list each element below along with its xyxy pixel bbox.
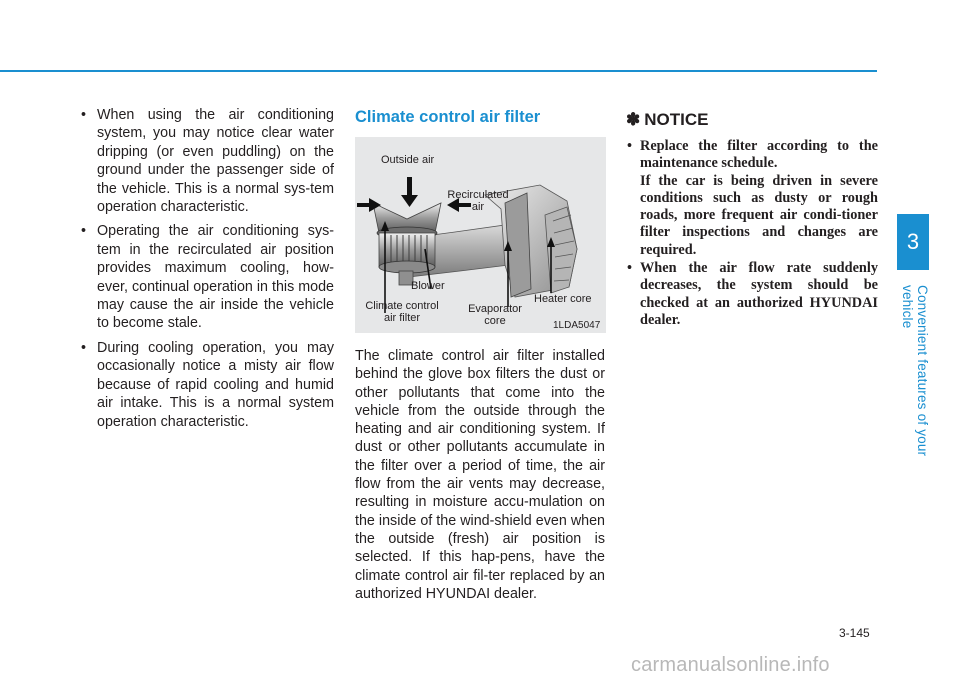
- notice-title: NOTICE: [644, 110, 709, 129]
- label-filter-line1: Climate control: [365, 300, 439, 312]
- notice-item-text: If the car is being driven in severe conditions such as dusty or rough roads, more frequent air condi-tioner filter inspections and changes are required.: [640, 172, 878, 258]
- label-recirculated-line1: Recirculated: [447, 189, 509, 201]
- column-middle: [355, 108, 605, 603]
- page-number: 3-145: [839, 626, 870, 640]
- label-evaporator-core: [461, 303, 529, 327]
- notice-item-text: • Replace the filter according to the maintenance schedule.: [640, 138, 878, 172]
- chapter-number: 3: [906, 229, 920, 254]
- list-item: [626, 138, 878, 259]
- label-filter-line2: air filter: [383, 312, 421, 324]
- notice-item-text: • When the air flow rate suddenly decreases, the system should be checked at an authorized HYUNDAI dealer.: [640, 260, 878, 328]
- label-climate-control-air-filter: [357, 300, 447, 324]
- label-blower: Blower: [411, 280, 445, 292]
- figure-code: 1LDA5047: [553, 320, 601, 331]
- chapter-title: Convenient features of your vehicle: [900, 285, 930, 457]
- label-evaporator-line2: core: [484, 315, 506, 327]
- section-title: Climate control air filter: [355, 108, 541, 126]
- label-recirculated-air: [443, 189, 513, 213]
- filter-description: The climate control air filter installed behind the glove box filters the dust or other pollutants that come into the vehicle from the outside through the heating and air conditioning system. If dust or other pollutants accumulate in the filter over a period of time, the air flow from the air vents may decrease, resulting in moisture accu-mulation on the inside of the wind-shield even when the outside (fresh) air position is selected. If this hap-pens, have the climate control air fil-ter replaced by an authorized HYUNDAI dealer.: [355, 348, 605, 602]
- column-left: [78, 106, 334, 437]
- notice-list: [626, 138, 878, 329]
- label-outside-air: Outside air: [381, 154, 435, 166]
- air-filter-diagram: [355, 137, 606, 333]
- list-item: • During cooling operation, you may occasionally notice a misty air flow because of rapid cooling and humid air intake. This is a normal system operation characteristic.: [78, 339, 334, 431]
- ac-notes-list: [78, 106, 334, 431]
- chapter-number-tab: [897, 214, 929, 270]
- list-item: [626, 260, 878, 329]
- header-rule: [0, 70, 877, 72]
- notice-star-icon: ✽: [626, 110, 641, 129]
- list-item: • Operating the air conditioning sys-tem in the recirculated air position provides maximum cooling, how-ever, continual operation in this mode may cause the air inside the vehicle to become stale.: [78, 222, 334, 332]
- watermark: carmanualsonline.info: [631, 654, 830, 676]
- label-evaporator-line1: Evaporator: [468, 303, 522, 315]
- label-heater-core: Heater core: [534, 293, 592, 305]
- notice-heading: [626, 110, 878, 130]
- label-recirculated-line2: air: [471, 201, 485, 213]
- list-item: • When using the air conditioning system, you may notice clear water dripping (or even puddling) on the ground under the passenger side of the vehicle. This is a normal sys-tem operation characteristic.: [78, 106, 334, 216]
- column-right: [626, 110, 878, 330]
